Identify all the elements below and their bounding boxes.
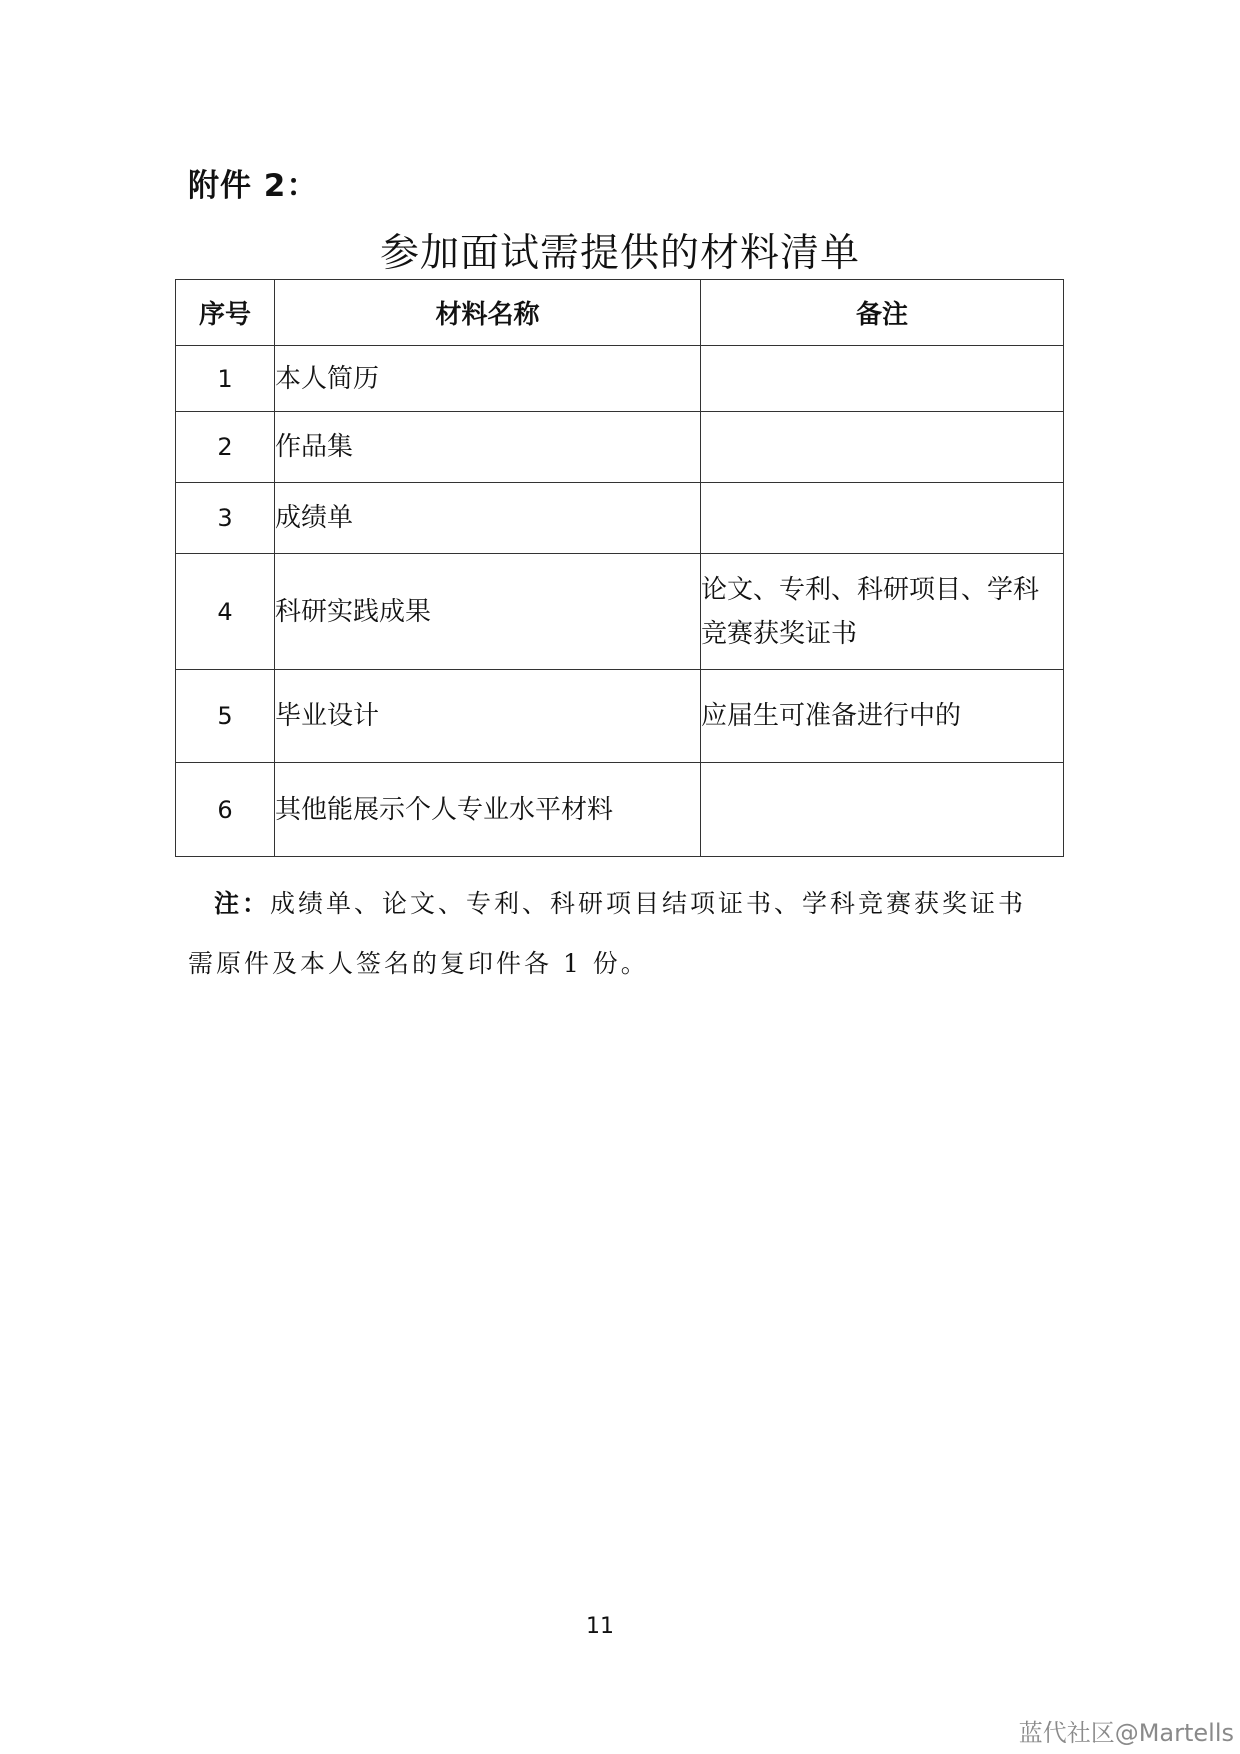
column-header-material-name: 材料名称: [275, 280, 701, 346]
page-number: 11: [586, 1614, 614, 1639]
row-number: 1: [176, 346, 275, 412]
material-name: 成绩单: [275, 483, 701, 554]
table-row: [176, 670, 1064, 763]
materials-table: [175, 279, 1064, 857]
material-remark: [701, 483, 1064, 554]
material-name: 作品集: [275, 412, 701, 483]
row-number: 2: [176, 412, 275, 483]
attachment-label: 附件 2：: [188, 168, 319, 204]
table-row: [176, 346, 1064, 412]
document-title: 参加面试需提供的材料清单: [379, 231, 860, 276]
row-number: 5: [176, 670, 275, 763]
material-remark: [701, 412, 1064, 483]
table-header-row: [176, 280, 1064, 346]
row-number: 6: [176, 763, 275, 857]
table-row: [176, 483, 1064, 554]
table-row: [176, 763, 1064, 857]
material-remark: [701, 346, 1064, 412]
row-number: 4: [176, 554, 275, 670]
column-header-no: 序号: [176, 280, 275, 346]
row-number: 3: [176, 483, 275, 554]
material-name: 毕业设计: [275, 670, 701, 763]
table-row: [176, 412, 1064, 483]
note-label: 注：: [214, 889, 271, 918]
material-name: 本人简历: [275, 346, 701, 412]
material-name: 科研实践成果: [275, 554, 701, 670]
material-remark: 应届生可准备进行中的: [701, 670, 1064, 763]
material-remark: 论文、专利、科研项目、学科竞赛获奖证书: [701, 554, 1064, 670]
watermark: 蓝代社区@Martells: [1018, 1719, 1234, 1747]
table-row: [176, 554, 1064, 670]
material-name: 其他能展示个人专业水平材料: [275, 763, 701, 857]
column-header-remark: 备注: [701, 280, 1064, 346]
material-remark: [701, 763, 1064, 857]
note-text: 成绩单、论文、专利、科研项目结项证书、学科竞赛获奖证书需原件及本人签名的复印件各 1 份。: [188, 889, 1027, 978]
note-paragraph: [188, 874, 1048, 994]
